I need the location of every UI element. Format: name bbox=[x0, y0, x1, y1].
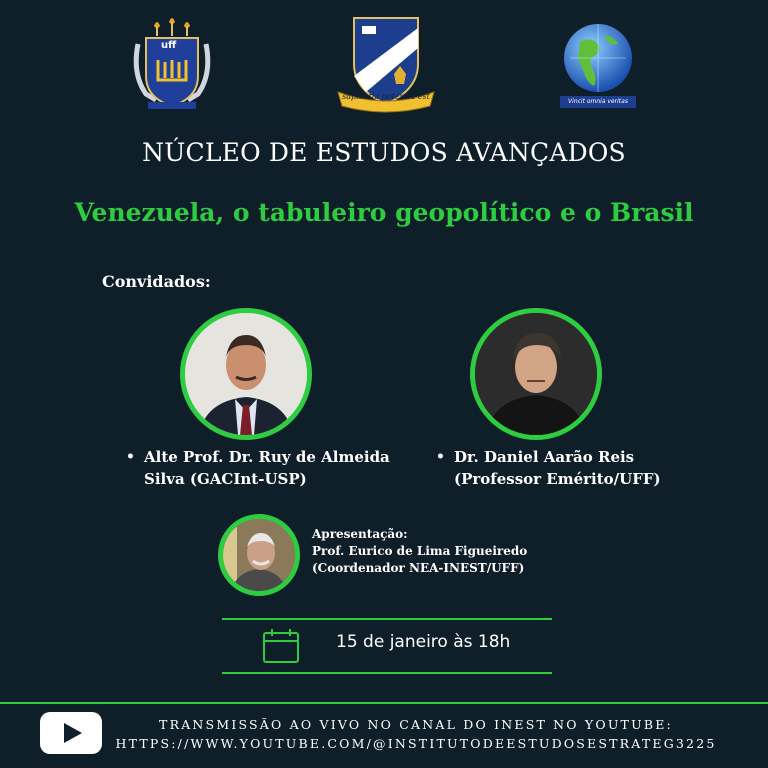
guest-bio-ruy bbox=[126, 446, 396, 490]
footer-stream-text: TRANSMISSÃO AO VIVO NO CANAL DO INEST NO YOUTUBE: bbox=[159, 717, 673, 732]
event-title: Venezuela, o tabuleiro geopolítico e o Brasil bbox=[74, 198, 694, 227]
institute-shield-logo bbox=[336, 14, 436, 114]
presenter-photo bbox=[218, 514, 300, 596]
presenter-name: Prof. Eurico de Lima Figueiredo bbox=[312, 544, 528, 558]
bullet-icon: • bbox=[436, 449, 445, 465]
presenter-role: (Coordenador NEA-INEST/UFF) bbox=[312, 561, 525, 575]
date-divider-bottom bbox=[222, 672, 552, 674]
date-divider-top bbox=[222, 618, 552, 620]
bullet-icon: • bbox=[126, 449, 135, 465]
guest-photo-ruy bbox=[180, 308, 312, 440]
guest-photo-daniel bbox=[470, 308, 602, 440]
footer-divider bbox=[0, 702, 768, 704]
guests-label: Convidados: bbox=[102, 272, 211, 291]
event-date: 15 de janeiro às 18h bbox=[336, 632, 511, 652]
guest-name-line2: (Professor Emérito/UFF) bbox=[454, 470, 661, 488]
uff-crest-logo bbox=[132, 16, 212, 116]
uff-logo-text: uff bbox=[161, 40, 177, 51]
guest-name-line1: Dr. Daniel Aarão Reis bbox=[454, 448, 635, 466]
presenter-info bbox=[312, 526, 527, 577]
presenter-heading: Apresentação: bbox=[312, 527, 408, 541]
org-title: NÚCLEO DE ESTUDOS AVANÇADOS bbox=[142, 138, 626, 167]
guest-bio-daniel bbox=[436, 446, 696, 490]
guest-name-line1: Alte Prof. Dr. Ruy de Almeida bbox=[144, 448, 390, 466]
footer-youtube-link[interactable]: HTTPS://WWW.YOUTUBE.COM/@INSTITUTODEESTUDOSESTRATEG3225 bbox=[115, 736, 717, 751]
globe-motto: Vincit omnia veritas bbox=[560, 96, 636, 108]
youtube-play-icon[interactable] bbox=[40, 712, 102, 754]
calendar-icon bbox=[262, 628, 300, 664]
guest-name-line2: Silva (GACInt-USP) bbox=[144, 470, 307, 488]
globe-logo bbox=[560, 22, 636, 108]
shield-motto: sapientia potentia est bbox=[342, 92, 430, 101]
